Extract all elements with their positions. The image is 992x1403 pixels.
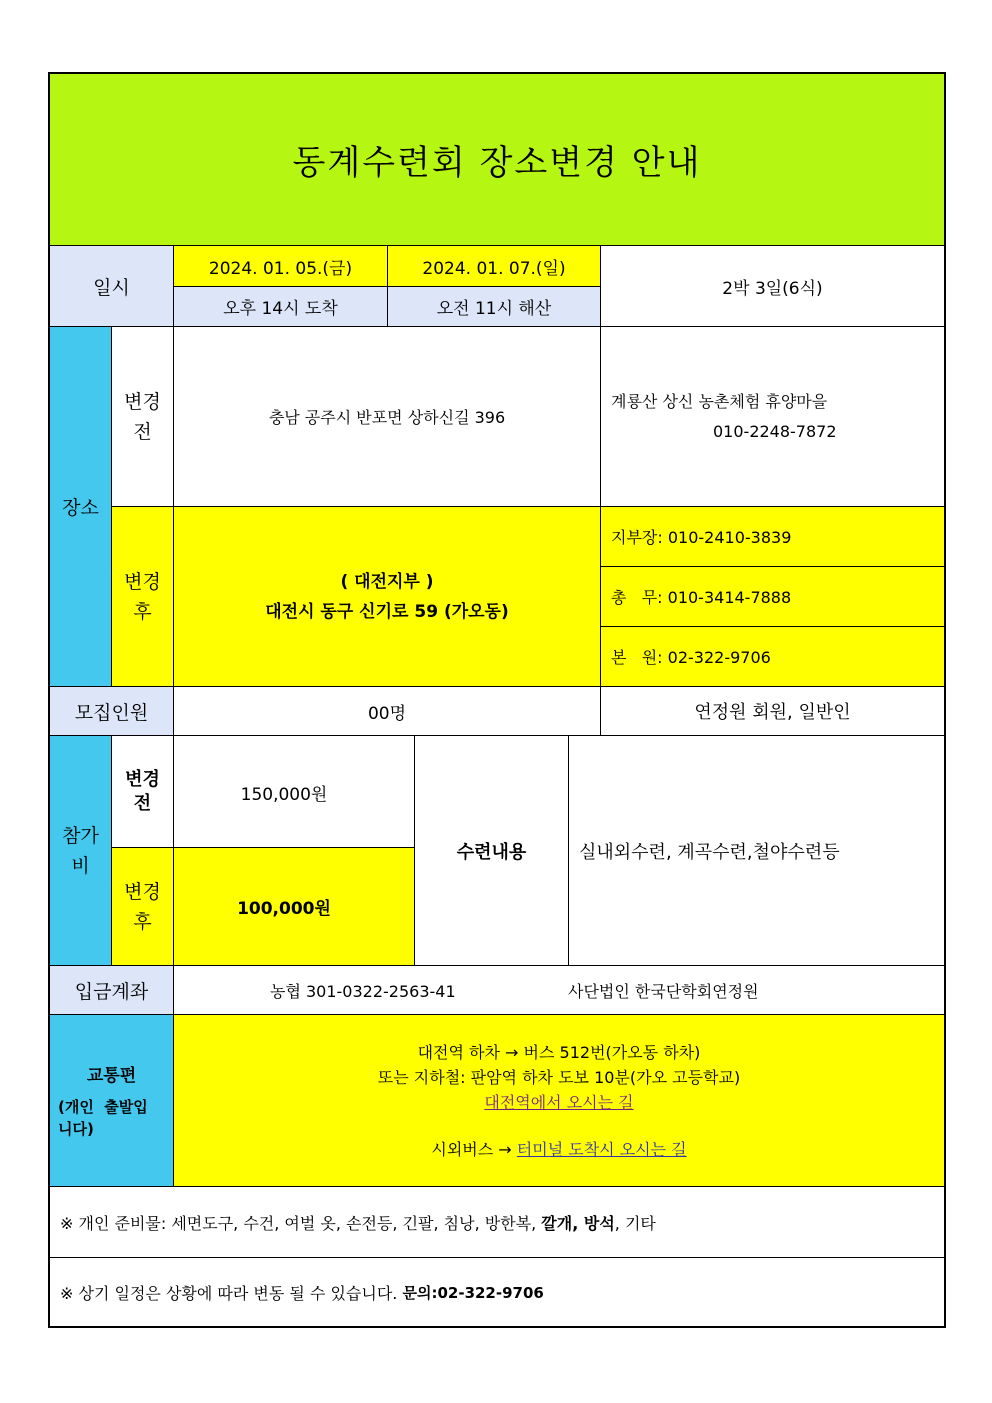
fee-label-line1: 참가 [62, 824, 99, 847]
venue-label: 장소 [50, 327, 112, 687]
transport-line3 [431, 1137, 686, 1162]
start-date: 2024. 01. 05.(금) [174, 246, 388, 287]
fee-before-amount: 150,000원 [174, 736, 415, 848]
venue-after-branch: ( 대전지부 ) [340, 571, 434, 592]
venue-before-label [112, 327, 174, 507]
supplies-suffix: , 기타 [614, 1213, 656, 1233]
duration: 2박 3일(6식) [601, 246, 944, 327]
recruit-count: 00명 [174, 687, 601, 736]
account-bank: 농협 301-0322-2563-41 [270, 981, 456, 1001]
fee-before-label-line1: 변경 [125, 768, 160, 790]
fee-label [50, 736, 112, 966]
venue-before-info [601, 327, 944, 507]
venue-before-label-line2: 전 [133, 420, 152, 443]
inquiry-phone: 문의:02-322-9706 [402, 1283, 544, 1302]
end-time: 오전 11시 해산 [388, 287, 601, 327]
transport-note-line2: 니다) [58, 1120, 94, 1138]
venue-after-label [112, 507, 174, 687]
supplies-prefix: ※ 개인 준비물: 세면도구, 수건, 여벌 옷, 손전등, 긴팔, 침낭, 방한복, [60, 1213, 542, 1233]
transport-line1: 대전역 하차 → 버스 512번(가오동 하차) [417, 1042, 701, 1062]
fee-after-label-line1: 변경 [124, 880, 161, 903]
fee-before-label-line2: 전 [133, 792, 152, 814]
recruit-label: 모집인원 [50, 687, 174, 736]
fee-before-label [112, 736, 174, 848]
fee-after-label-line2: 후 [133, 910, 152, 933]
end-date: 2024. 01. 07.(일) [388, 246, 601, 287]
venue-before-place: 계룡산 상신 농촌체험 휴양마을 [611, 391, 828, 411]
contact-headquarters: 본 원: 02-322-9706 [601, 627, 944, 687]
page-title: 동계수련회 장소변경 안내 [50, 74, 944, 246]
fee-after-amount: 100,000원 [174, 848, 415, 966]
terminal-directions-link[interactable]: 터미널 도착시 오시는 길 [516, 1139, 687, 1159]
transport-line3-prefix: 시외버스 → [431, 1139, 517, 1159]
venue-before-address: 충남 공주시 반포면 상하신길 396 [174, 327, 601, 507]
transport-label: 교통편 [86, 1066, 137, 1086]
schedule-notice [50, 1258, 944, 1326]
venue-after-label-line1: 변경 [124, 570, 161, 593]
schedule-notice-text: ※ 상기 일정은 상황에 따라 변동 될 수 있습니다. [60, 1283, 403, 1303]
schedule-label: 일시 [50, 246, 174, 327]
venue-after-address: 대전시 동구 신기로 59 (가오동) [265, 601, 509, 622]
daejeon-station-directions-link[interactable]: 대전역에서 오시는 길 [484, 1092, 634, 1112]
venue-after-label-line2: 후 [133, 600, 152, 623]
venue-after-address-block [174, 507, 601, 687]
training-content: 실내외수련, 계곡수련,철야수련등 [569, 736, 944, 966]
fee-after-label [112, 848, 174, 966]
transport-directions [174, 1015, 944, 1187]
training-content-label: 수련내용 [415, 736, 569, 966]
venue-before-phone: 010-2248-7872 [713, 421, 837, 441]
account-label: 입금계좌 [50, 966, 174, 1015]
transport-line2: 또는 지하철: 판암역 하차 도보 10분(가오 고등학교) [377, 1067, 741, 1087]
account-holder: 사단법인 한국단학회연정원 [568, 981, 759, 1001]
transport-note-line1: (개인 출발입 [58, 1098, 148, 1116]
transport-label-block [50, 1015, 174, 1187]
supplies-note [50, 1187, 944, 1258]
start-time: 오후 14시 도착 [174, 287, 388, 327]
contact-secretary: 총 무: 010-3414-7888 [601, 567, 944, 627]
fee-label-line2: 비 [71, 854, 90, 877]
notice-document [48, 72, 946, 1328]
recruit-target: 연정원 회원, 일반인 [601, 687, 944, 736]
supplies-bold: 깔개, 방석 [541, 1213, 615, 1233]
contact-branch-head: 지부장: 010-2410-3839 [601, 507, 944, 567]
venue-before-label-line1: 변경 [124, 390, 161, 413]
account-info [174, 966, 944, 1015]
